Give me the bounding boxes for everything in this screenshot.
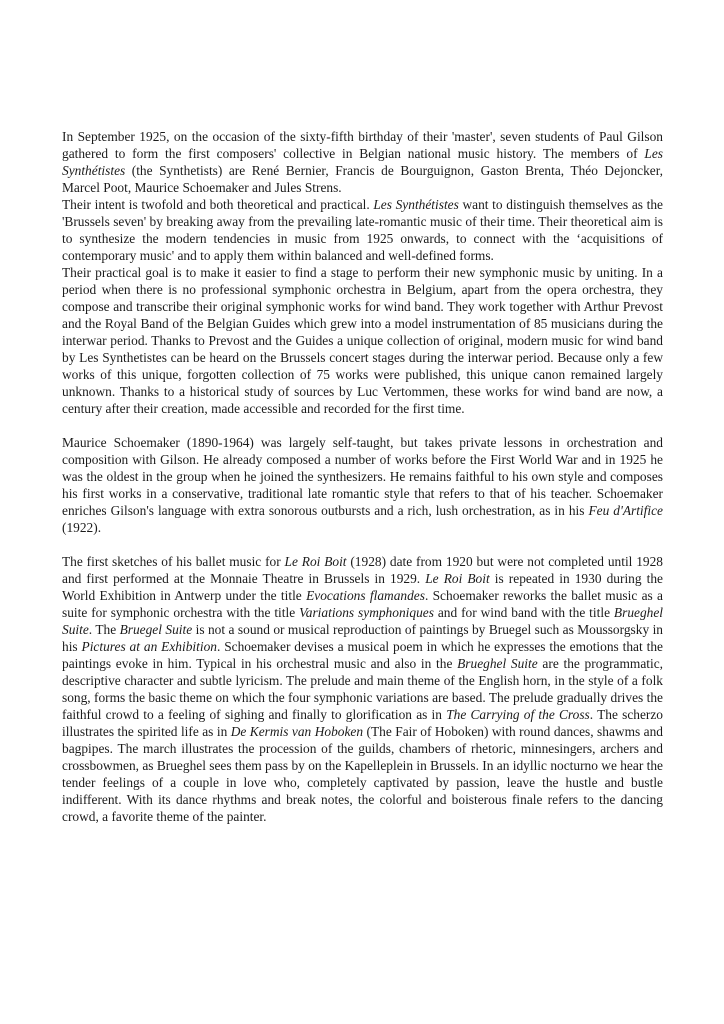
text-run: In September 1925, on the occasion of the sixty-fifth birthday of their 'master', seven students of Paul Gilson gathered to form the first composers' collective in Belgian national music history. The members of [62,129,663,161]
text-run: . Schoemaker devises a musical poem in which he expresses the emotions that the paintings evoke in him. Typical in his orchestral music and also in the [62,639,663,671]
text-run: (the Synthetists) are René Bernier, Francis de Bourguignon, Gaston Brenta, Théo Dejoncker, Marcel Poot, Maurice Schoemaker and Jules Strens. [62,163,663,195]
italic-text-run: Brueghel Suite [62,605,664,637]
text-run: Their practical goal is to make it easier to find a stage to perform their new symphonic music by uniting. In a period when there is no professional symphonic orchestra in Belgium, apart from the opera orchestra, they compose and transcribe their original symphonic works for wind band. They work together with Arthur Prevost and the Royal Band of the Belgian Guides which grew into a model instrumentation of 85 musicians during the interwar period. Thanks to Prevost and the Guides a unique collection of original, modern music for wind band by Les Synthetistes can be heard on the Brussels concert stages during the interwar period. Because only a few works of this unique, forgotten collection of 75 works were published, this unique canon remained largely unknown. Thanks to a historical study of sources by Luc Vertommen, these works for wind band are now, a century after their creation, made accessible and recorded for the first time. [62,265,663,416]
document-body [62,128,663,825]
text-run: is not a sound or musical reproduction of paintings by Bruegel such as Moussorgsky in his [62,622,663,654]
italic-text-run: Feu d'Artifice [588,503,663,518]
text-run: are the programmatic, descriptive character and subtle lyricism. The prelude and main theme of the English horn, in the style of a folk song, forms the basic theme on which the four symphonic variations are based. The prelude gradually drives the faithful crowd to a feeling of sighing and finally to glorification as in [62,656,663,722]
text-run: . The [88,622,120,637]
paragraph [62,553,663,825]
text-run: is repeated in 1930 during the World Exhibition in Antwerp under the title [62,571,664,603]
italic-text-run: Le Roi Boit [284,554,347,569]
italic-text-run: Bruegel Suite [119,622,193,637]
paragraph [62,196,663,264]
text-run: Their intent is twofold and both theoretical and practical. [62,197,374,212]
text-run: and for wind band with the title [433,605,614,620]
text-run: (The Fair of Hoboken) with round dances, shawms and bagpipes. The march illustrates the procession of the guilds, chambers of rhetoric, minnesingers, archers and crossbowmen, as Brueghel sees them pass by on the Kapelleplein in Brussels. In an idyllic nocturno we hear the tender feelings of a couple in love who, completely captivated by passion, leave the hustle and bustle indifferent. With its dance rhythms and break notes, the colorful and boisterous finale refers to the dancing crowd, a favorite theme of the painter. [62,724,663,824]
text-run: Maurice Schoemaker (1890-1964) was largely self-taught, but takes private lessons in orchestration and composition with Gilson. He already composed a number of works before the First World War and in 1925 he was the oldest in the group when he joined the synthesizers. He remains faithful to his own style and composes his first works in a conservative, traditional late romantic style that refers to that of his teacher. Schoemaker enriches Gilson's language with extra sonorous outbursts and a rich, lush orchestration, as in his [62,435,663,518]
italic-text-run: Les Synthétistes [62,146,663,178]
italic-text-run: Les Synthétistes [373,197,459,212]
text-run: want to distinguish themselves as the 'Brussels seven' by breaking away from the prevailing late-romantic music of their time. Their theoretical aim is to synthesize the modern tendencies in music from 1925 onwards, to connect with the ‘acquisitions of contemporary music' and to apply them within balanced and well-defined forms. [62,197,663,263]
italic-text-run: Brueghel Suite [457,656,538,671]
paragraph [62,264,663,417]
text-run: (1922). [62,520,102,535]
text-run: The first sketches of his ballet music for [62,554,285,569]
text-run: . The scherzo illustrates the spirited life as in [62,707,663,739]
text-run: (1928) date from 1920 but were not completed until 1928 and first performed at the Monnaie Theatre in Brussels in 1929. [62,554,663,586]
paragraph [62,434,663,536]
italic-text-run: Pictures at an Exhibition [81,639,217,654]
italic-text-run: Le Roi Boit [425,571,490,586]
italic-text-run: The Carrying of the Cross [446,707,590,722]
italic-text-run: Evocations flamandes [306,588,425,603]
text-run: . Schoemaker reworks the ballet music as a suite for symphonic orchestra with the title [62,588,663,620]
paragraph [62,128,663,196]
italic-text-run: De Kermis van Hoboken [230,724,364,739]
italic-text-run: Variations symphoniques [299,605,434,620]
